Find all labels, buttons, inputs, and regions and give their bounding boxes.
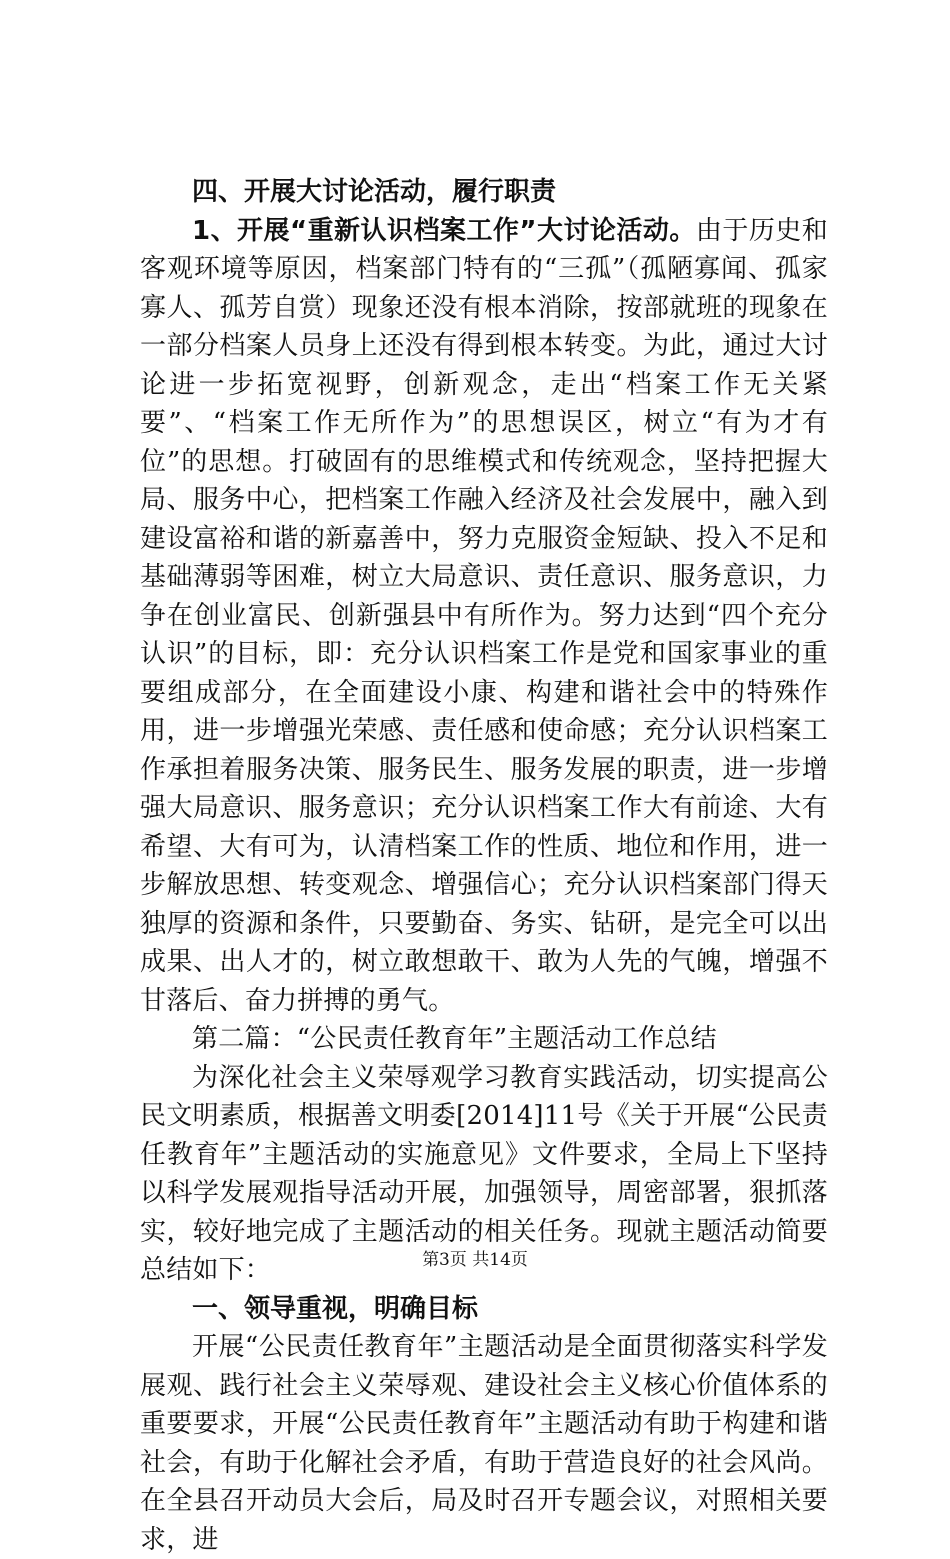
- paragraph-text: 由于历史和客观环境等原因，档案部门特有的“三孤”（孤陋寡闻、孤家寡人、孤芳自赏）现象还没有根本消除，按部就班的现象在一部分档案人员身上还没有得到根本转变。为此，通过大讨论进一步拓宽视野，创新观念，走出“档案工作无关紧要”、“档案工作无所作为”的思想误区，树立“有为才有位”的思想。打破固有的思维模式和传统观念，坚持把握大局、服务中心，把档案工作融入经济及社会发展中，融入到建设富裕和谐的新嘉善中，努力克服资金短缺、投入不足和基础薄弱等困难，树立大局意识、责任意识、服务意识，力争在创业富民、创新强县中有所作为。努力达到“四个充分认识”的目标，即：充分认识档案工作是党和国家事业的重要组成部分，在全面建设小康、构建和谐社会中的特殊作用，进一步增强光荣感、责任感和使命感；充分认识档案工作承担着服务决策、服务民生、服务发展的职责，进一步增强大局意识、服务意识；充分认识档案工作大有前途、大有希望、大有可为，认清档案工作的性质、地位和作用，进一步解放思想、转变观念、增强信心；充分认识档案部门得天独厚的资源和条件，只要勤奋、务实、钻研，是完全可以出成果、出人才的，树立敢想敢干、敢为人先的气魄，增强不甘落后、奋力拼搏的勇气。: [140, 215, 828, 1016]
- document-body: [140, 173, 828, 1559]
- section-heading-1: 一、领导重视，明确目标: [192, 1293, 479, 1324]
- paragraph-discussion-activity: [140, 212, 828, 1021]
- paragraph-part-two-title: 第二篇：“公民责任教育年”主题活动工作总结: [192, 1024, 717, 1054]
- page-number-footer: 第3页 共14页: [422, 1250, 528, 1270]
- section-heading-4: 四、开展大讨论活动，履行职责: [192, 177, 557, 207]
- paragraph-lead: 1、开展“重新认识档案工作”大讨论活动。: [192, 215, 696, 246]
- paragraph-intro: 为深化社会主义荣辱观学习教育实践活动，切实提高公民文明素质，根据善文明委[2014]11号《关于开展“公民责任教育年”主题活动的实施意见》文件要求，全局上下坚持以科学发展观指导活动开展，加强领导，周密部署，狠抓落实，较好地完成了主题活动的相关任务。现就主题活动简要总结如下：: [140, 1062, 828, 1285]
- paragraph-leadership: 开展“公民责任教育年”主题活动是全面贯彻落实科学发展观、践行社会主义荣辱观、建设社会主义核心价值体系的重要要求，开展“公民责任教育年”主题活动有助于构建和谐社会，有助于化解社会矛盾，有助于营造良好的社会风尚。在全县召开动员大会后，局及时召开专题会议，对照相关要求，进: [140, 1332, 828, 1555]
